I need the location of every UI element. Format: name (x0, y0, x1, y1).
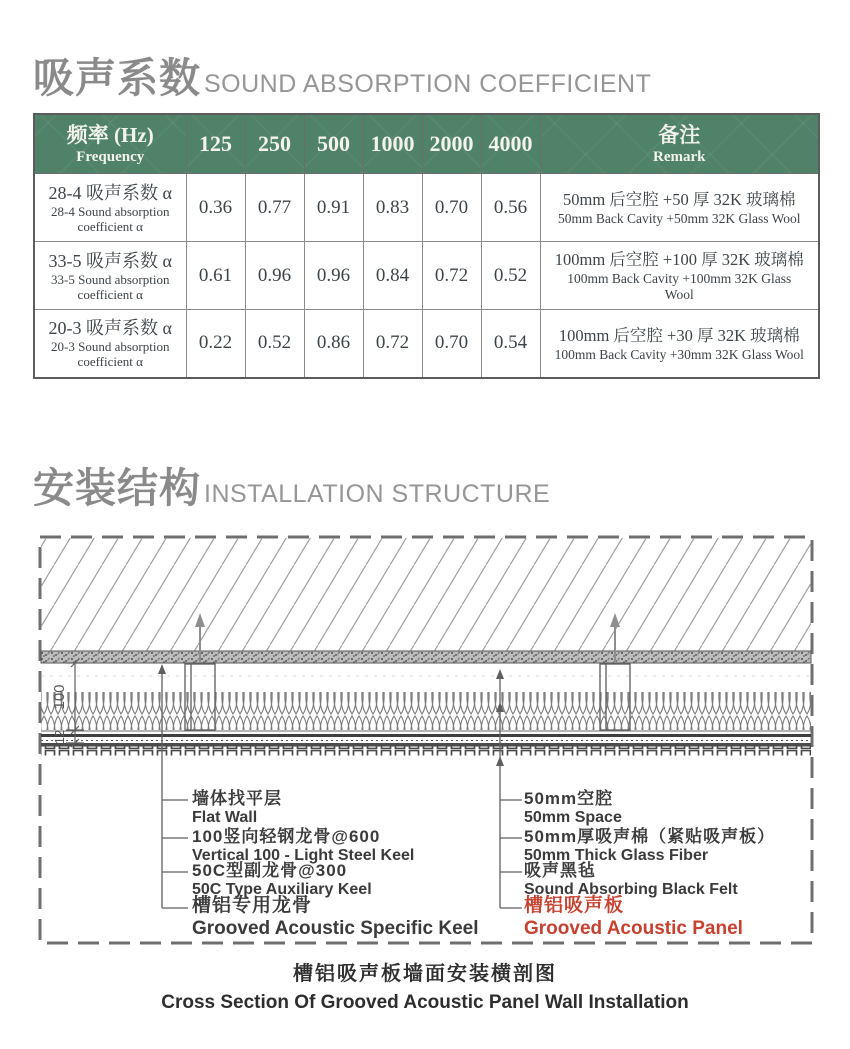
diagram-caption (0, 957, 850, 1014)
header-125hz: 125 (186, 114, 245, 174)
coefficient-value: 0.56 (481, 174, 540, 242)
header-250hz: 250 (245, 114, 304, 174)
row-remark-en: 100mm Back Cavity +100mm 32K Glass Wool (567, 271, 792, 302)
header-2000hz: 2000 (422, 114, 481, 174)
header-4000hz: 4000 (481, 114, 540, 174)
label-zh: 吸声黑毡 (524, 861, 596, 880)
dimension-100-label: 100 (51, 684, 68, 710)
row-remark-cell (540, 242, 819, 310)
label-en: Grooved Acoustic Specific Keel (192, 918, 479, 939)
coefficient-value: 0.70 (422, 310, 481, 378)
row-name-cell (34, 174, 186, 242)
label-flat-wall (192, 789, 282, 827)
row-remark-en: 100mm Back Cavity +30mm 32K Glass Wool (554, 346, 804, 362)
header-remark-en: Remark (653, 148, 706, 165)
label-grooved-acoustic-keel (192, 895, 479, 940)
coefficient-value: 0.72 (422, 242, 481, 310)
label-zh: 墙体找平层 (192, 789, 282, 808)
coefficient-value: 0.36 (186, 174, 245, 242)
table-header-row (34, 114, 819, 174)
leveling-layer (41, 651, 811, 663)
row-name-cell (34, 310, 186, 378)
label-en: Flat Wall (192, 809, 258, 826)
row-name-en: coefficient α (77, 286, 143, 302)
label-zh: 50mm空腔 (524, 789, 614, 808)
row-remark-cell (540, 174, 819, 242)
label-zh: 槽铝吸声板 (524, 895, 625, 916)
row-name-en: 28-4 Sound absorption (51, 203, 170, 219)
label-en: Sound Absorbing Black Felt (524, 881, 738, 898)
header-frequency-zh: 频率 (Hz) (66, 122, 154, 147)
label-light-steel-keel (192, 827, 414, 865)
label-black-felt (524, 861, 738, 899)
label-glass-fiber (524, 827, 775, 865)
label-zh: 50mm厚吸声棉（紧贴吸声板） (524, 827, 776, 846)
header-500hz: 500 (304, 114, 363, 174)
header-frequency-en: Frequency (76, 148, 145, 165)
row-name-en: 33-5 Sound absorption (51, 271, 170, 287)
section-title-zh: 吸声系数 (33, 55, 201, 101)
header-remark-zh: 备注 (658, 122, 701, 147)
caption-en: Cross Section Of Grooved Acoustic Panel Wall Installation (161, 992, 689, 1013)
table-row (34, 242, 819, 310)
coefficient-value: 0.96 (245, 242, 304, 310)
coefficient-value: 0.84 (363, 242, 422, 310)
label-auxiliary-keel (192, 861, 372, 899)
header-1000hz: 1000 (363, 114, 422, 174)
row-name-zh: 33-5 吸声系数 α (48, 250, 172, 271)
label-zh: 50C型副龙骨@300 (192, 861, 348, 880)
coefficient-value: 0.52 (481, 242, 540, 310)
coefficient-value: 0.86 (304, 310, 363, 378)
section-title-en: INSTALLATION STRUCTURE (204, 480, 551, 508)
row-remark-zh: 50mm 后空腔 +50 厚 32K 玻璃棉 (562, 190, 796, 209)
label-en: 50mm Thick Glass Fiber (524, 847, 709, 864)
label-en: Vertical 100 - Light Steel Keel (192, 847, 415, 864)
label-zh: 槽铝专用龙骨 (192, 895, 313, 916)
coefficient-value: 0.91 (304, 174, 363, 242)
coefficient-value: 0.96 (304, 242, 363, 310)
header-remark (540, 114, 819, 174)
row-name-zh: 28-4 吸声系数 α (48, 182, 172, 203)
row-name-en: coefficient α (77, 218, 143, 234)
row-name-cell (34, 242, 186, 310)
label-grooved-acoustic-panel (524, 895, 743, 940)
row-name-zh: 20-3 吸声系数 α (48, 318, 172, 339)
caption-zh: 槽铝吸声板墙面安装横剖图 (293, 963, 557, 985)
coefficient-value: 0.70 (422, 174, 481, 242)
row-remark-zh: 100mm 后空腔 +100 厚 32K 玻璃棉 (554, 250, 804, 269)
table-row (34, 174, 819, 242)
absorption-coefficient-table (33, 113, 820, 379)
wall-hatch-layer (41, 538, 811, 651)
dimension-12-label: 12 (52, 729, 67, 745)
label-zh: 100竖向轻钢龙骨@600 (192, 827, 381, 846)
section-title-en: SOUND ABSORPTION COEFFICIENT (204, 70, 652, 98)
section-title-sound-absorption (33, 45, 651, 104)
coefficient-value: 0.83 (363, 174, 422, 242)
coefficient-value: 0.52 (245, 310, 304, 378)
row-remark-en: 50mm Back Cavity +50mm 32K Glass Wool (557, 211, 801, 226)
row-remark-cell (540, 310, 819, 378)
label-50mm-space (524, 789, 622, 827)
section-title-installation-structure (33, 455, 550, 514)
label-en: Grooved Acoustic Panel (524, 918, 743, 939)
coefficient-value: 0.61 (186, 242, 245, 310)
acoustic-panel-layer (41, 743, 811, 756)
header-frequency (34, 114, 186, 174)
row-name-en: 20-3 Sound absorption (51, 339, 170, 355)
row-name-en: coefficient α (77, 354, 143, 370)
section-title-zh: 安装结构 (33, 465, 201, 511)
row-remark-zh: 100mm 后空腔 +30 厚 32K 玻璃棉 (558, 325, 800, 345)
label-en: 50mm Space (524, 809, 622, 826)
coefficient-value: 0.22 (186, 310, 245, 378)
table-row (34, 310, 819, 378)
coefficient-value: 0.77 (245, 174, 304, 242)
coefficient-value: 0.54 (481, 310, 540, 378)
felt-layer (41, 731, 811, 741)
coefficient-value: 0.72 (363, 310, 422, 378)
label-en: 50C Type Auxiliary Keel (192, 881, 372, 898)
glass-wool-layer (41, 692, 811, 730)
